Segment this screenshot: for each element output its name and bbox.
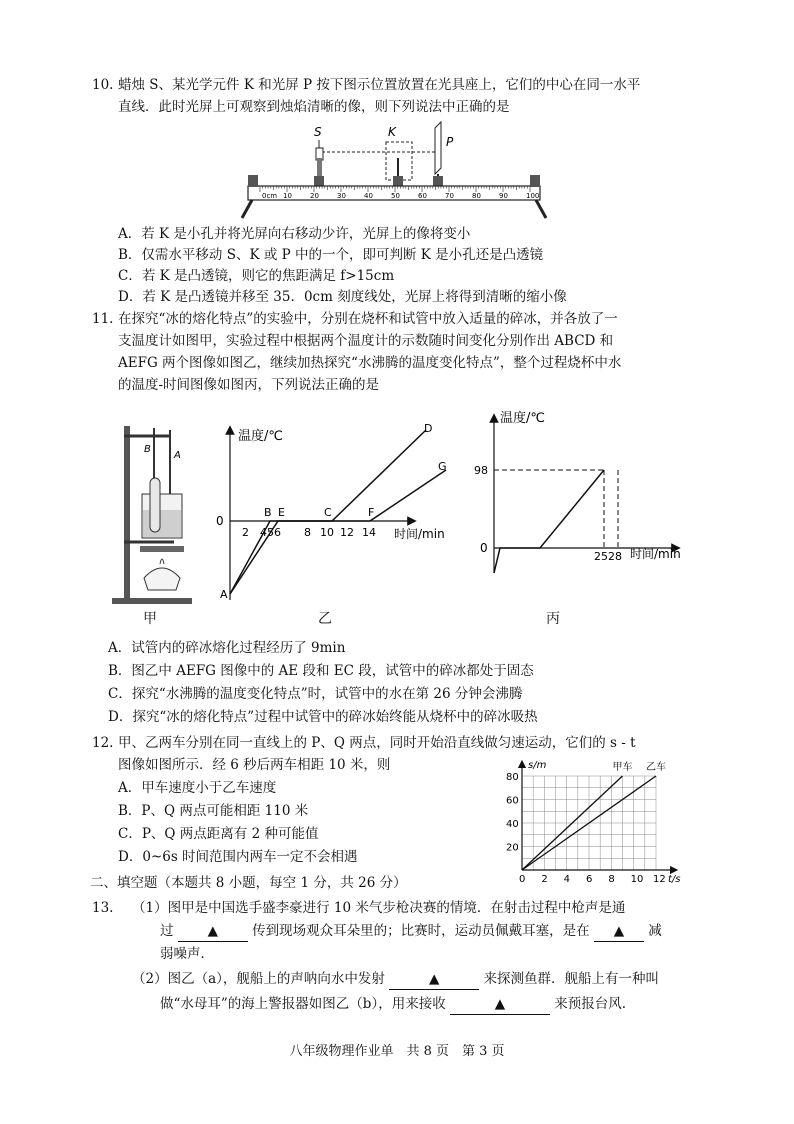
q13-p2-text-a: （2）图乙（a），舰船上的声呐向水中发射 (132, 971, 385, 987)
apparatus-figure (110, 418, 200, 608)
q11-option-c: C．探究“水沸腾的温度变化特点”时，试管中的水在第 26 分钟会沸腾 (108, 686, 523, 702)
q13-p1-line2 (160, 921, 662, 942)
label-a: A (174, 450, 181, 461)
bench-tick-label: 20 (310, 192, 319, 200)
q13-blank-2[interactable] (594, 921, 644, 942)
q13-p1-text-b: 传到现场观众耳朵里的；比赛时，运动员佩戴耳塞，是在 (252, 923, 590, 939)
q10-number: 10. (92, 77, 114, 93)
q11-stem-line3: AEFG 两个图像如图乙，继续加热探究“水沸腾的温度变化特点”，整个过程烧杯中水 (118, 355, 622, 371)
q12-stem-line1: 甲、乙两车分别在同一直线上的 P、Q 两点，同时开始沿直线做匀速运动，它们的 s - t (118, 735, 636, 751)
q13-p1-line1: （1）图甲是中国选手盛李豪进行 10 米气步枪决赛的情境．在射击过程中枪声是通 (132, 900, 626, 916)
yi-tick-456: 456 (260, 526, 281, 539)
bench-tick-label: 70 (445, 192, 454, 200)
burner-icon (144, 568, 180, 590)
blank-marker: ▲ (613, 923, 625, 939)
yi-point-f: F (368, 506, 375, 519)
blank-marker: ▲ (428, 971, 440, 987)
label-k: K (388, 125, 396, 139)
q13-p2-line2 (160, 994, 626, 1015)
q11-option-b: B．图乙中 AEFG 图像中的 AE 段和 EC 段，试管中的碎冰都处于固态 (108, 663, 534, 679)
q12-option-a: A．甲车速度小于乙车速度 (118, 780, 277, 796)
q13-p2-text-b: 来探测鱼群．舰船上有一种叫 (483, 971, 659, 987)
optical-bench-figure (230, 118, 560, 222)
series-label-yi: 乙车 (646, 762, 666, 773)
q13-p1-text-a: 过 (160, 923, 174, 939)
yi-point-a: A (220, 588, 228, 601)
y-axis-label: s/m (528, 760, 547, 771)
fig-yi-caption: 乙 (318, 611, 332, 627)
bench-tick-label: 100 (526, 192, 540, 200)
q13-p2-line1 (132, 969, 659, 990)
q10-stem-line1: 蜡烛 S、某光学元件 K 和光屏 P 按下图示位置放置在光具座上，它们的中心在同一水平 (118, 77, 641, 93)
x-axis-label: t/s (668, 874, 681, 885)
yi-point-g: G (438, 460, 447, 473)
x-tick-label: 8 (608, 874, 615, 885)
q10-option-b: B．仅需水平移动 S、K 或 P 中的一个，即可判断 K 是小孔还是凸透镜 (118, 247, 544, 263)
yi-tick-10: 10 (320, 526, 334, 539)
melting-graph (212, 418, 472, 608)
q11-stem-line1: 在探究“冰的熔化特点”的实验中，分别在烧杯和试管中放入适量的碎冰，并各放了一 (118, 311, 618, 327)
screen-icon (435, 122, 441, 174)
yi-point-b: B (264, 506, 272, 519)
q11-number: 11. (92, 311, 114, 327)
q13-p1-text-c: 减 (648, 923, 662, 939)
label-b: B (144, 444, 151, 455)
yi-point-c: C (324, 506, 332, 519)
q13-blank-4[interactable] (450, 994, 550, 1015)
y-tick-label: 40 (506, 819, 519, 830)
yi-tick-2: 2 (242, 526, 249, 539)
q12-option-c: C．P、Q 两点距离有 2 种可能值 (118, 826, 319, 842)
bench-tick-label: 30 (337, 192, 346, 200)
y-tick-label: 80 (506, 772, 519, 783)
yi-tick-8: 8 (304, 526, 311, 539)
yi-origin: 0 (216, 514, 224, 528)
q10-option-d: D．若 K 是凸透镜并移至 35．0cm 刻度线处，光屏上将得到清晰的缩小像 (118, 289, 567, 305)
q13-p2-text-c: 做“水母耳”的海上警报器如图乙（b），用来接收 (160, 996, 446, 1012)
yi-tick-12: 12 (340, 526, 354, 539)
boiling-graph (470, 408, 710, 588)
y-tick-label: 60 (506, 795, 519, 807)
x-tick-label: 0 (519, 874, 526, 885)
x-tick-label: 12 (653, 874, 666, 885)
fig-jia-caption: 甲 (143, 611, 157, 627)
q11-stem-line4: 的温度-时间图像如图丙，下列说法正确的是 (118, 377, 380, 393)
yi-xlabel: 时间/min (394, 527, 445, 541)
q13-p2-text-d: 来预报台风. (554, 996, 627, 1012)
test-tube (150, 478, 160, 532)
y-tick-label: 20 (506, 842, 519, 854)
bing-y-tick: 98 (474, 464, 488, 477)
curve-boiling (494, 470, 604, 573)
page-footer: 八年级物理作业单 共 8 页 第 3 页 (289, 1044, 505, 1059)
label-p: P (446, 135, 454, 149)
blank-marker: ▲ (207, 923, 218, 939)
bing-origin: 0 (480, 541, 488, 555)
q12-number: 12. (92, 735, 114, 751)
q11-option-a: A．试管内的碎冰熔化过程经历了 9min (108, 640, 346, 656)
bench-tick-label: 80 (472, 192, 481, 200)
bench-tick-label: 90 (499, 192, 508, 200)
q13-number: 13. (92, 900, 114, 916)
q11-stem-line2: 支温度计如图甲，实验过程中根据两个温度计的示数随时间变化分别作出 ABCD 和 (118, 333, 614, 349)
bench-tick-label: 10 (283, 192, 292, 200)
st-labels (506, 760, 681, 885)
q12-option-b: B．P、Q 两点可能相距 110 米 (118, 803, 309, 819)
q10-option-a: A．若 K 是小孔并将光屏向右移动少许，光屏上的像将变小 (118, 226, 471, 242)
yi-ylabel: 温度/℃ (238, 429, 283, 444)
blank-marker: ▲ (494, 996, 506, 1012)
bench-tick-label: 60 (418, 192, 427, 200)
q11-option-d: D．探究“冰的熔化特点”过程中试管中的碎冰始终能从烧杯中的碎冰吸热 (108, 709, 538, 725)
st-chart (496, 758, 696, 888)
yi-point-d: D (424, 422, 433, 435)
bing-x-tick: 2528 (594, 550, 622, 563)
x-tick-label: 4 (563, 874, 571, 885)
scale-unit: 0cm (262, 192, 278, 200)
q10-option-c: C．若 K 是凸透镜，则它的焦距满足 f>15cm (118, 268, 395, 284)
x-tick-label: 6 (586, 874, 593, 885)
yi-point-e: E (278, 506, 285, 519)
q13-blank-1[interactable] (178, 921, 248, 942)
section2-heading: 二、填空题（本题共 8 小题，每空 1 分，共 26 分） (90, 875, 407, 891)
q13-p1-line3: 弱噪声． (160, 946, 214, 962)
series-label-jia: 甲车 (612, 762, 633, 773)
label-s: S (314, 125, 322, 139)
bench-tick-label: 40 (364, 192, 373, 200)
fig-bing-caption: 丙 (546, 611, 560, 627)
q10-stem-line2: 直线．此时光屏上可观察到烛焰清晰的像，则下列说法中正确的是 (118, 99, 510, 115)
yi-tick-14: 14 (362, 526, 376, 539)
q13-blank-3[interactable] (389, 969, 479, 990)
bing-ylabel: 温度/℃ (500, 411, 545, 426)
q12-option-d: D．0~6s 时间范围内两车一定不会相遇 (118, 849, 358, 865)
x-tick-label: 10 (630, 874, 644, 885)
bing-xlabel: 时间/min (630, 547, 681, 561)
x-tick-label: 2 (541, 874, 548, 885)
bench-tick-label: 50 (391, 192, 400, 200)
q12-stem-line2: 图像如图所示．经 6 秒后两车相距 10 米，则 (118, 757, 391, 773)
